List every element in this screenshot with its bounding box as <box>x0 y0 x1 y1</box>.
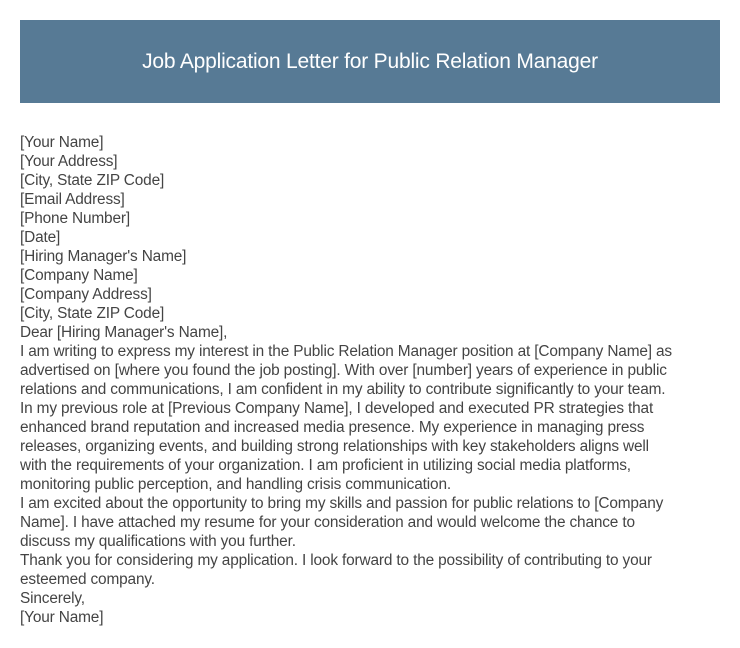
recipient-block <box>20 247 730 323</box>
paragraph-line: enhanced brand reputation and increased media presence. My experience in managing press <box>20 419 645 436</box>
signature: [Your Name] <box>20 609 104 626</box>
sender-city-state-zip: [City, State ZIP Code] <box>20 172 165 189</box>
paragraph-line: esteemed company. <box>20 571 155 588</box>
paragraph-introduction <box>20 342 730 494</box>
letter-body <box>20 133 730 627</box>
letter-date: [Date] <box>20 229 61 246</box>
recipient-company: [Company Name] <box>20 267 138 284</box>
paragraph-line: with the requirements of your organization. I am proficient in utilizing social media platforms, <box>20 457 631 474</box>
recipient-city-state-zip: [City, State ZIP Code] <box>20 305 165 322</box>
paragraph-line: discuss my qualifications with you further. <box>20 533 296 550</box>
sender-address: [Your Address] <box>20 153 118 170</box>
paragraph-thanks <box>20 551 730 589</box>
document-header <box>20 20 720 103</box>
paragraph-line: Name]. I have attached my resume for your consideration and would welcome the chance to <box>20 514 635 531</box>
sender-name: [Your Name] <box>20 134 104 151</box>
sender-phone: [Phone Number] <box>20 210 130 227</box>
paragraph-line: monitoring public perception, and handling crisis communication. <box>20 476 451 493</box>
paragraph-interest <box>20 494 730 551</box>
recipient-name: [Hiring Manager's Name] <box>20 248 187 265</box>
salutation: Dear [Hiring Manager's Name], <box>20 324 228 341</box>
paragraph-line: advertised on [where you found the job posting]. With over [number] years of experience in public <box>20 362 667 379</box>
sender-email: [Email Address] <box>20 191 125 208</box>
paragraph-line: In my previous role at [Previous Company Name], I developed and executed PR strategies that <box>20 400 654 417</box>
paragraph-line: Thank you for considering my application. I look forward to the possibility of contributing to your <box>20 552 652 569</box>
document-title: Job Application Letter for Public Relation Manager <box>142 49 598 73</box>
paragraph-line: relations and communications, I am confident in my ability to contribute significantly to your team. <box>20 381 666 398</box>
sender-block <box>20 133 730 228</box>
paragraph-line: I am writing to express my interest in the Public Relation Manager position at [Company Name] as <box>20 343 672 360</box>
paragraph-line: releases, organizing events, and building strong relationships with key stakeholders aligns well <box>20 438 649 455</box>
closing: Sincerely, <box>20 590 85 607</box>
recipient-company-address: [Company Address] <box>20 286 152 303</box>
paragraph-line: I am excited about the opportunity to bring my skills and passion for public relations to [Company <box>20 495 664 512</box>
